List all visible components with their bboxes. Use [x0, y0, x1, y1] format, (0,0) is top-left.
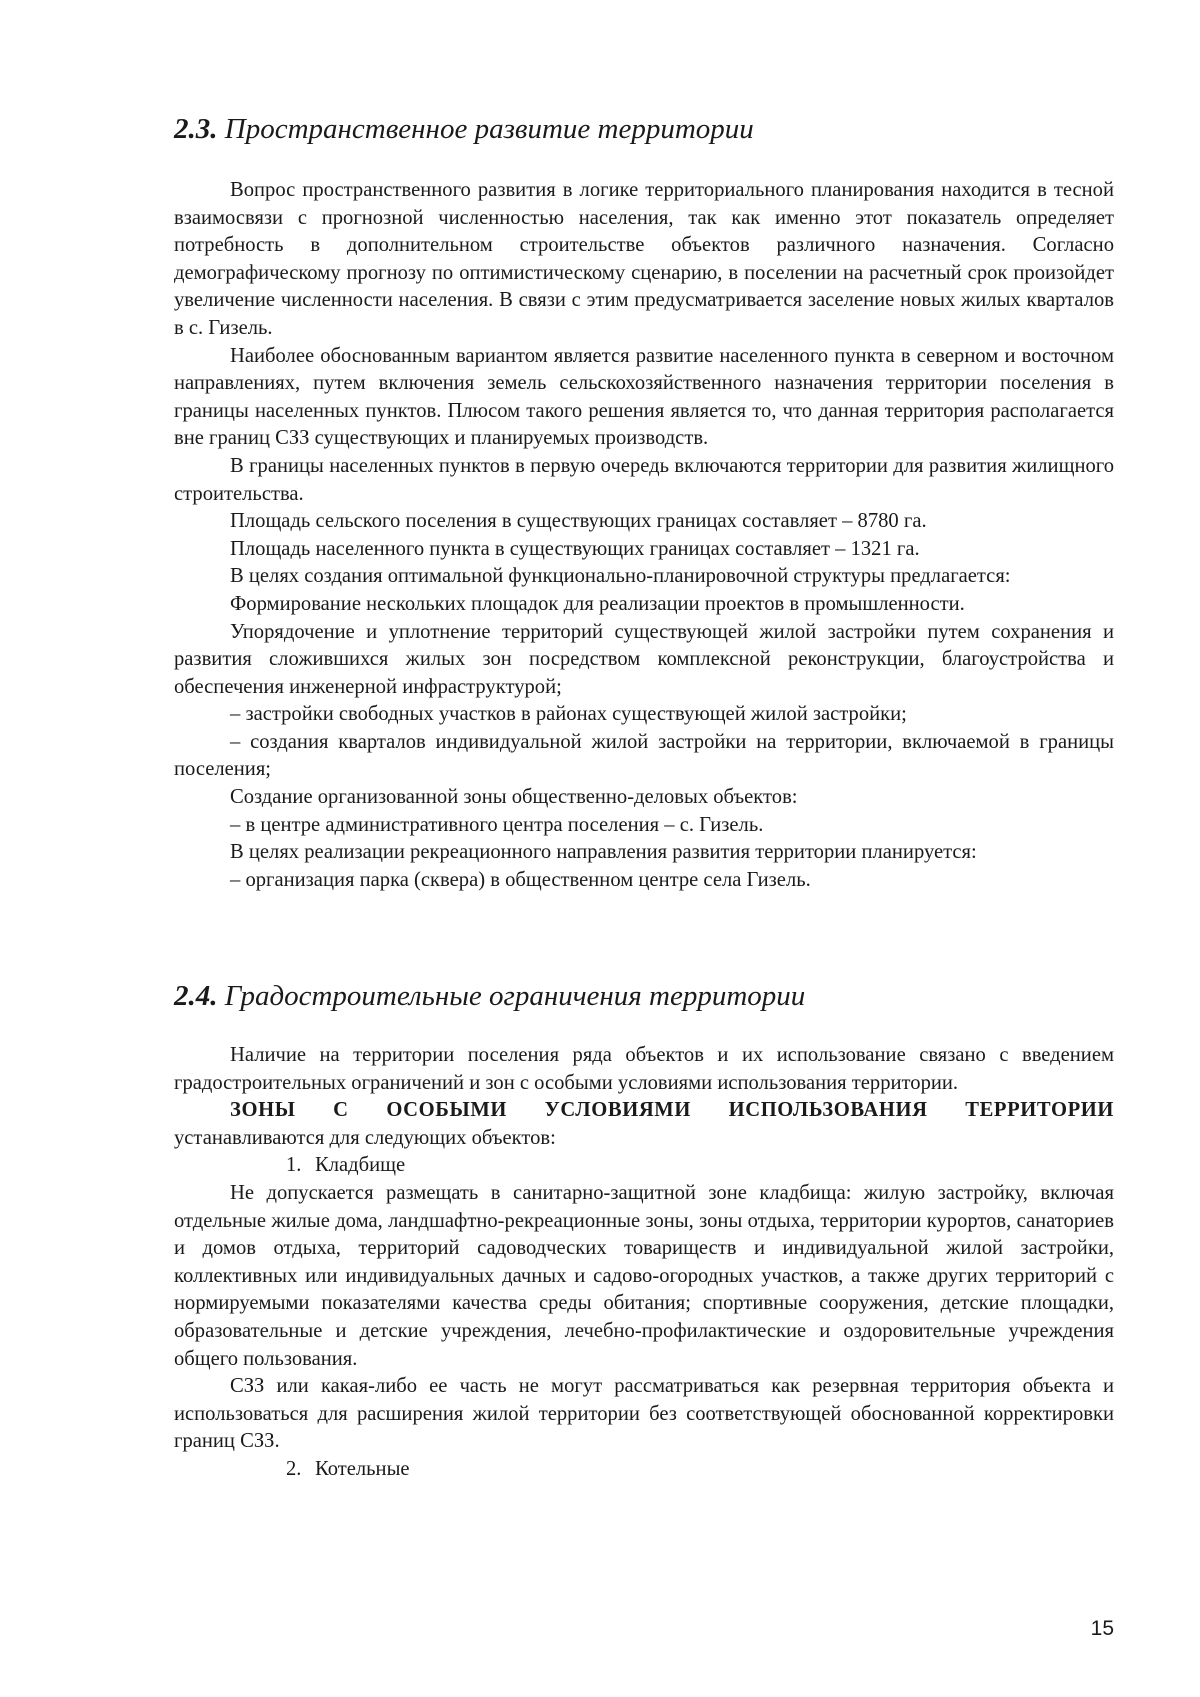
item-label: Котельные: [315, 1457, 410, 1480]
item-number: 2.: [286, 1457, 302, 1480]
paragraph: В целях создания оптимальной функционально-планировочной структуры предлагается:: [230, 565, 1011, 588]
section-heading-2-4: [174, 980, 805, 1013]
document-page: [174, 0, 1114, 1697]
list-item: – создания кварталов индивидуальной жилой застройки на территории, включаемой в границы поселения;: [174, 730, 1114, 781]
page-number: 15: [1090, 1617, 1114, 1640]
section-2-4-body: [174, 1042, 1114, 1484]
numbered-item-cemetery: [174, 1152, 1114, 1180]
paragraph: Площадь сельского поселения в существующих границах составляет – 8780 га.: [230, 510, 927, 533]
paragraph: Наличие на территории поселения ряда объектов и их использование связано с введением градостроительных ограничений и зон с особыми условиями использования территории.: [174, 1044, 1114, 1094]
item-label: Кладбище: [315, 1154, 406, 1177]
zones-heading-continuation: устанавливаются для следующих объектов:: [174, 1126, 556, 1149]
paragraph: Не допускается размещать в санитарно-защитной зоне кладбища: жилую застройку, включая отдельные жилые дома, ландшафтно-рекреационные зоны, зоны отдыха, территории курортов, санаториев и домов отдыха, территорий садоводческих товариществ и индивидуальной жилой застройки, коллективных или индивидуальных дачных и садово-огородных участков, а также других территорий с нормируемыми показателями качества среды обитания; спортивные сооружения, детские площадки, образовательные и детские учреждения, лечебно-профилактические и оздоровительные учреждения общего пользования.: [174, 1181, 1114, 1370]
paragraph: Упорядочение и уплотнение территорий существующей жилой застройки путем сохранения и развития сложившихся жилых зон посредством комплексной реконструкции, благоустройства и обеспечения инженерной инфраструктурой;: [174, 620, 1114, 698]
section-number: 2.4.: [174, 980, 218, 1012]
paragraph: СЗЗ или какая-либо ее часть не могут рассматриваться как резервная территория объекта и использоваться для расширения жилой территории без соответствующей обоснованной корректировки границ СЗЗ.: [174, 1375, 1114, 1453]
zones-heading: ЗОНЫ С ОСОБЫМИ УСЛОВИЯМИ ИСПОЛЬЗОВАНИЯ ТЕРРИТОРИИ: [230, 1099, 1114, 1122]
paragraph: Формирование нескольких площадок для реализации проектов в промышленности.: [230, 592, 965, 615]
section-heading-2-3: [174, 113, 754, 146]
list-item: – организация парка (сквера) в общественном центре села Гизель.: [230, 868, 811, 891]
section-title: Градостроительные ограничения территории: [224, 980, 806, 1012]
list-item: – в центре административного центра поселения – с. Гизель.: [230, 813, 764, 836]
section-number: 2.3.: [174, 113, 218, 145]
paragraph: В границы населенных пунктов в первую очередь включаются территории для развития жилищного строительства.: [174, 454, 1114, 505]
paragraph: В целях реализации рекреационного направления развития территории планируется:: [230, 841, 977, 864]
item-number: 1.: [286, 1154, 302, 1177]
section-title: Пространственное развитие территории: [224, 113, 754, 145]
section-2-3-body: [174, 177, 1114, 894]
paragraph: Создание организованной зоны общественно-деловых объектов:: [230, 786, 798, 809]
paragraph: Площадь населенного пункта в существующих границах составляет – 1321 га.: [230, 537, 920, 560]
numbered-item-boilers: [174, 1456, 1114, 1484]
paragraph: Вопрос пространственного развития в логике территориального планирования находится в тесной взаимосвязи с прогнозной численностью населения, так как именно этот показатель определяет потребность в дополнительном строительстве объектов различного назначения. Согласно демографическому прогнозу по оптимистическому сценарию, в поселении на расчетный срок произойдет увеличение численности населения. В связи с этим предусматривается заселение новых жилых кварталов в с. Гизель.: [174, 179, 1114, 339]
list-item: – застройки свободных участков в районах существующей жилой застройки;: [230, 703, 907, 726]
paragraph: Наиболее обоснованным вариантом является развитие населенного пункта в северном и восточном направлениях, путем включения земель сельскохозяйственного назначения территории поселения в границы населенных пунктов. Плюсом такого решения является то, что данная территория располагается вне границ СЗЗ существующих и планируемых производств.: [174, 344, 1114, 450]
